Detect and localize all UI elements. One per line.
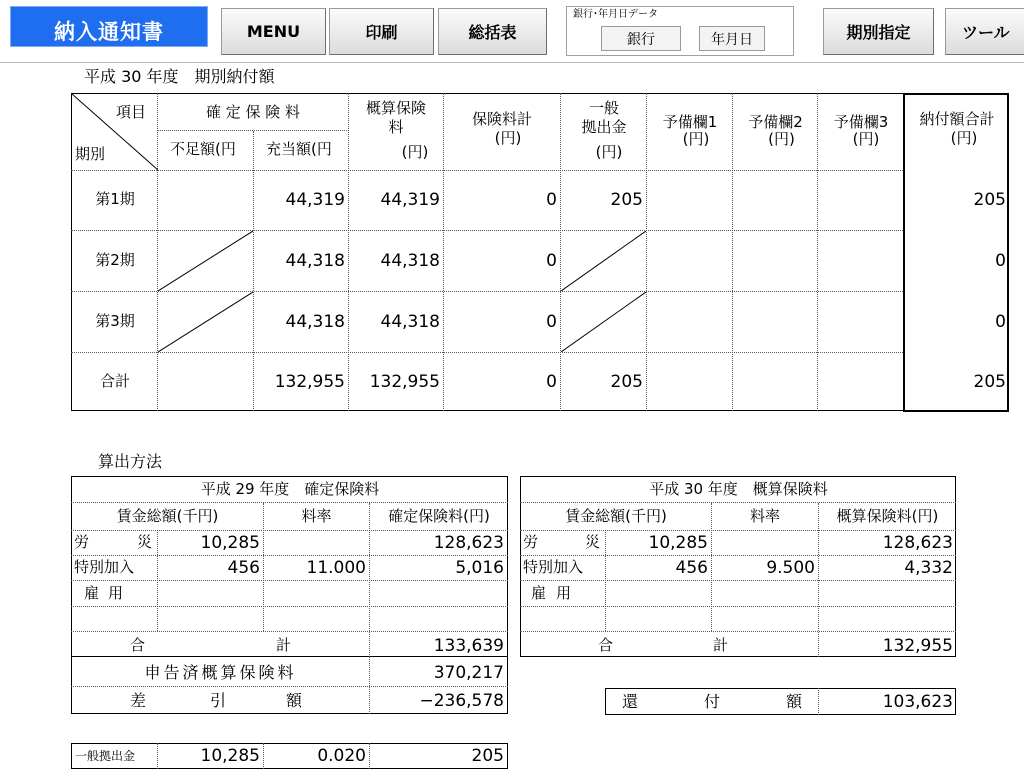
rate-value: 9.500: [766, 558, 815, 578]
confirmed-sum-value: 133,639: [433, 636, 504, 656]
col-wage: 賃金総額(千円): [116, 507, 219, 525]
row-line: [71, 352, 903, 353]
wage-value: 10,285: [200, 533, 260, 553]
grid-line: [71, 606, 508, 607]
header-general: 一般: [588, 99, 619, 117]
header-pay-total: 納付額合計: [919, 110, 995, 128]
diff-value: −236,578: [419, 691, 504, 711]
grid-line: [520, 580, 956, 581]
grid-line: [818, 503, 819, 657]
general-empty-diagonal: [561, 231, 646, 291]
general-wage: 10,285: [200, 746, 260, 766]
row-label-b: 災: [585, 533, 601, 551]
general-value: 205: [610, 190, 643, 210]
row-line: [71, 170, 903, 171]
general-amount: 205: [471, 746, 504, 766]
sum-label-b: 計: [276, 636, 292, 654]
header-shortfall: 不足額(円: [170, 140, 236, 158]
header-general-yen: (円): [595, 143, 623, 161]
header-estimate-2: 料: [388, 118, 404, 136]
pay-total-sum: 205: [973, 372, 1006, 392]
rate-value: 11.000: [306, 558, 366, 578]
refund-value: 103,623: [882, 692, 953, 712]
allocated-value: 44,318: [285, 251, 345, 271]
estimate-value: 44,319: [380, 190, 440, 210]
filed-value: 370,217: [433, 663, 504, 683]
col-wage: 賃金総額(千円): [565, 507, 667, 525]
row-label-b: 用: [108, 584, 124, 602]
header-spare2-yen: (円): [768, 130, 795, 148]
period-label: 第1期: [95, 190, 135, 208]
header-period: 期別: [75, 145, 106, 163]
filed-label: 申告済概算保険料: [144, 663, 297, 682]
header-item: 項目: [116, 103, 147, 121]
col-line: [646, 93, 647, 411]
premium-total-sum: 0: [546, 372, 557, 392]
pay-total-value: 0: [995, 251, 1006, 271]
header-spare3: 予備欄3: [833, 113, 889, 131]
col-line: [348, 93, 349, 411]
menu-button[interactable]: MENU: [221, 8, 326, 55]
row-label-a: 特別加入: [74, 558, 135, 576]
refund-label-b: 付: [704, 692, 721, 711]
wage-value: 456: [227, 558, 260, 578]
row-label-a: 労: [74, 533, 90, 551]
allocated-total: 132,955: [274, 372, 345, 392]
estimate-total: 132,955: [369, 372, 440, 392]
grid-line: [71, 530, 508, 531]
header-premium-total: 保険料計: [471, 110, 532, 128]
bank-date-group-label: 銀行･年月日データ: [573, 9, 658, 20]
tools-button[interactable]: [945, 8, 1024, 55]
col-rate: 料率: [301, 507, 332, 525]
row-label-a: 労: [523, 533, 539, 551]
premium-value: 128,623: [882, 533, 953, 553]
general-total: 205: [610, 372, 643, 392]
row-label-a: 特別加入: [523, 558, 584, 576]
grid-line: [71, 580, 508, 581]
toolbar-divider: [0, 62, 1024, 63]
period-select-button[interactable]: 期別指定: [823, 8, 934, 55]
col-premium: 概算保険料(円): [836, 507, 939, 525]
sum-label-a: 合: [130, 636, 146, 654]
refund-label-a: 還: [622, 692, 639, 711]
table-border-top: [71, 93, 903, 94]
shortfall-empty-diagonal: [158, 231, 253, 291]
grid-line: [520, 530, 956, 531]
grid-line: [71, 502, 508, 503]
header-spare3-yen: (円): [852, 130, 880, 148]
row-label-a: 雇: [84, 584, 100, 602]
bank-button[interactable]: 銀行: [601, 26, 681, 51]
col-line: [253, 131, 254, 411]
wage-value: 456: [675, 558, 708, 578]
table-border-bottom: [71, 410, 903, 411]
col-line: [443, 93, 444, 411]
bank-date-group: [566, 6, 794, 56]
grid-line: [71, 631, 508, 632]
grid-line: [71, 686, 508, 687]
refund-label-c: 額: [786, 692, 803, 711]
general-label: 一般拠出金: [75, 749, 136, 763]
estimated-title: 平成 30 年度 概算保険料: [649, 480, 828, 498]
sum-label-a: 合: [598, 636, 614, 654]
allocated-value: 44,319: [285, 190, 345, 210]
grid-line: [71, 555, 508, 556]
grid-line: [520, 606, 956, 607]
tools-label: ツール: [962, 23, 1010, 42]
main-heading: 平成 30 年度 期別納付額: [84, 67, 275, 86]
estimate-value: 44,318: [380, 251, 440, 271]
diff-label-a: 差: [130, 691, 147, 710]
shortfall-empty-diagonal: [158, 292, 253, 352]
confirmed-title: 平成 29 年度 確定保険料: [200, 480, 380, 498]
pay-total-value: 205: [973, 190, 1006, 210]
premium-value: 128,623: [433, 533, 504, 553]
premium-total-value: 0: [546, 251, 557, 271]
header-spare1: 予備欄1: [662, 113, 718, 131]
header-estimate-yen: (円): [401, 143, 429, 161]
header-pay-total-yen: (円): [950, 129, 978, 147]
grid-line: [369, 503, 370, 657]
general-rate: 0.020: [317, 746, 366, 766]
header-general-2: 拠出金: [581, 118, 627, 136]
premium-total-value: 0: [546, 312, 557, 332]
col-premium: 確定保険料(円): [388, 507, 490, 525]
header-spare1-yen: (円): [682, 130, 710, 148]
header-estimate: 概算保険: [365, 99, 426, 117]
general-empty-diagonal: [561, 292, 646, 352]
title-badge: [10, 6, 208, 47]
print-button[interactable]: 印刷: [329, 8, 434, 55]
estimate-value: 44,318: [380, 312, 440, 332]
grid-line: [520, 555, 956, 556]
row-label-a: 雇: [531, 584, 547, 602]
calc-heading: 算出方法: [98, 452, 163, 471]
diff-label-b: 引: [210, 691, 227, 710]
row-label-b: 用: [556, 584, 572, 602]
period-label: 第2期: [95, 251, 135, 269]
premium-value: 5,016: [455, 558, 504, 578]
total-label: 合計: [99, 372, 130, 390]
premium-total-value: 0: [546, 190, 557, 210]
header-premium-total-yen: (円): [494, 129, 522, 147]
header-allocated: 充当額(円: [266, 140, 332, 158]
form-title: 納入通知書: [54, 20, 164, 44]
sum-label-b: 計: [713, 636, 729, 654]
premium-value: 4,332: [904, 558, 953, 578]
date-button[interactable]: 年月日: [699, 26, 765, 51]
row-label-b: 災: [137, 533, 153, 551]
estimated-sum-value: 132,955: [882, 636, 953, 656]
allocated-value: 44,318: [285, 312, 345, 332]
col-rate: 料率: [749, 507, 780, 525]
wage-value: 10,285: [648, 533, 708, 553]
summary-button[interactable]: 総括表: [438, 8, 547, 55]
header-confirmed: 確 定 保 険 料: [205, 103, 301, 121]
period-label: 第3期: [95, 312, 135, 330]
pay-total-value: 0: [995, 312, 1006, 332]
grid-line: [520, 631, 956, 632]
header-spare2: 予備欄2: [748, 113, 803, 131]
grid-line: [520, 502, 956, 503]
diff-label-c: 額: [286, 691, 303, 710]
